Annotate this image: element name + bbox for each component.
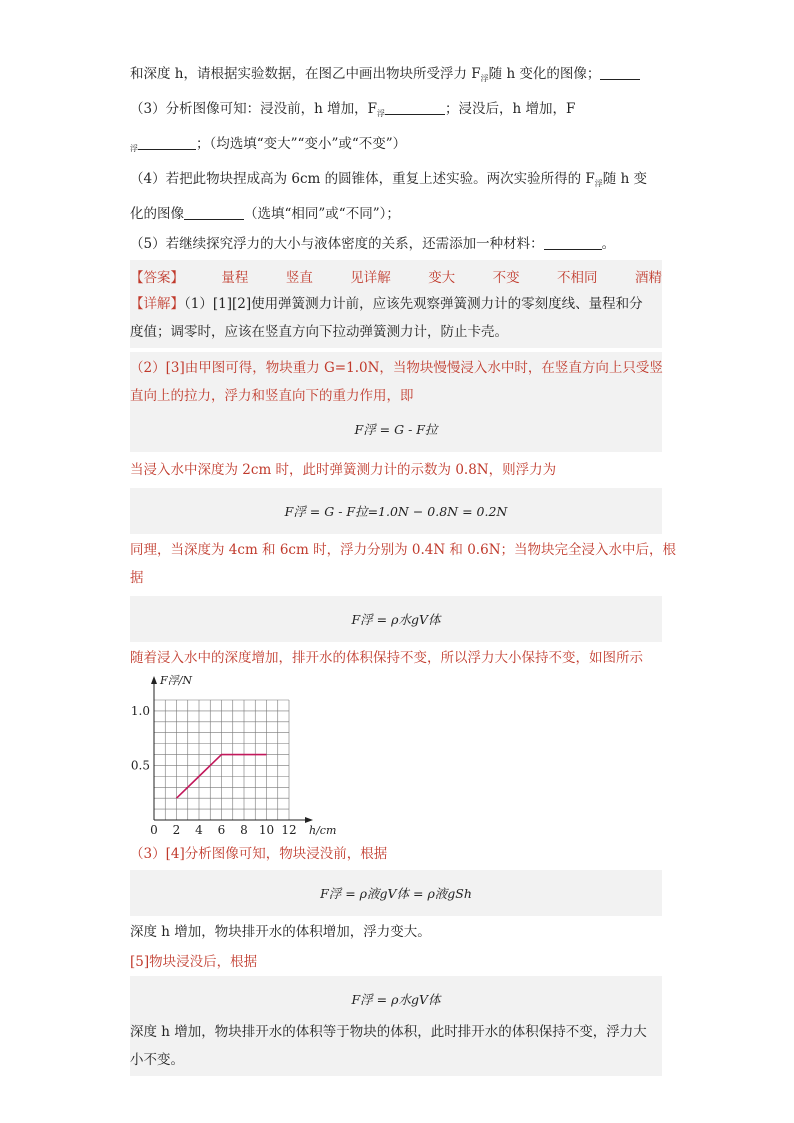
answer-blank xyxy=(184,205,244,220)
answer-blank xyxy=(385,100,445,115)
answer-item: 见详解 xyxy=(350,270,391,286)
detail-p4b: 据 xyxy=(130,570,144,586)
answer-tag: 【答案】 xyxy=(130,270,184,286)
detail-p2b: 直向上的拉力，浮力和竖直向下的重力作用，即 xyxy=(130,388,414,404)
question-line-2: （3）分析图像可知：浸没前，h 增加，$F_浮$ ；浸没后，h 增加，F xyxy=(130,101,576,118)
x-axis-arrow xyxy=(305,817,313,823)
question-line-1: 和深度 h，请根据实验数据，在图乙中画出物块所受浮力 $F_浮$随 h 变化的图像； xyxy=(130,64,662,89)
detail-section-2 xyxy=(130,352,662,452)
detail-p5: 随着浸入水中的深度增加，排开水的体积保持不变，所以浮力大小保持不变，如图所示 xyxy=(130,650,643,666)
formula-4: F浮 = ρ液gV体 = ρ液gSh xyxy=(130,870,662,916)
detail-p6: （3）[4]分析图像可知，物块浸没前，根据 xyxy=(130,846,388,862)
detail-p1b: 度值；调零时，应该在竖直方向下拉动弹簧测力计，防止卡壳。 xyxy=(130,324,508,340)
force-depth-chart xyxy=(130,672,662,842)
x-axis-label: h/cm xyxy=(309,824,337,837)
question-line-5: 化的图像 （选填“相同”或“不同”）； xyxy=(130,206,400,222)
question-line-4: （4）若把此物块捏成高为 6cm 的圆锥体，重复上述实验。两次实验所得的 $F_浮$随 h 变 xyxy=(130,171,648,188)
detail-p2a: （2）[3]由甲图可得，物块重力 G=1.0N，当物块慢慢浸入水中时，在竖直方向上只受竖 xyxy=(130,360,663,376)
answer-blank xyxy=(138,135,196,150)
answer-item: 不变 xyxy=(492,270,520,286)
x-tick-label: 10 xyxy=(258,823,275,837)
answer-section xyxy=(130,260,662,348)
answer-row xyxy=(130,260,662,292)
detail-p4a: 同理，当深度为 4cm 和 6cm 时，浮力分别为 0.4N 和 0.6N；当物块完全浸入水中后，根 xyxy=(130,542,677,558)
answer-item: 量程 xyxy=(221,270,249,286)
detail-section-end xyxy=(130,976,662,1076)
answer-blank xyxy=(544,235,602,250)
chart-svg xyxy=(130,672,360,840)
formula-5: F浮 = ρ水gV体 xyxy=(351,992,441,1007)
question-line-3: $_浮$ ；（均选填“变大”“变小”或“不变”） xyxy=(130,136,407,153)
y-tick-label: 1.0 xyxy=(130,703,150,718)
answer-item: 竖直 xyxy=(285,270,313,286)
formula-2: F浮 = G - F拉=1.0N − 0.8N = 0.2N xyxy=(130,488,662,534)
y-axis-arrow xyxy=(151,676,157,684)
x-tick-label: 6 xyxy=(217,823,226,837)
x-tick-label: 8 xyxy=(240,823,248,837)
detail-tag: 【详解】 xyxy=(130,296,184,312)
x-tick-label: 4 xyxy=(195,823,203,837)
x-tick-label: 2 xyxy=(172,823,181,837)
formula-3: F浮 = ρ水gV体 xyxy=(130,596,662,642)
answer-item: 不相同 xyxy=(557,270,598,286)
detail-p3: 当浸入水中深度为 2cm 时，此时弹簧测力计的示数为 0.8N，则浮力为 xyxy=(130,462,557,478)
detail-p7: 深度 h 增加，物块排开水的体积增加，浮力变大。 xyxy=(130,924,431,940)
question-line-6: （5）若继续探究浮力的大小与液体密度的关系，还需添加一种材料： 。 xyxy=(130,236,616,252)
page-content xyxy=(130,60,677,1076)
y-tick-label: 0.5 xyxy=(130,758,150,773)
x-tick-label: 0 xyxy=(150,823,158,837)
x-tick-label: 12 xyxy=(281,823,297,837)
formula-1: F浮 = G - F拉 xyxy=(354,422,438,437)
detail-p9a: 深度 h 增加，物块排开水的体积等于物块的体积，此时排开水的体积保持不变，浮力大 xyxy=(130,1024,647,1040)
detail-p8: [5]物块浸没后，根据 xyxy=(130,954,258,970)
answer-item: 酒精 xyxy=(634,270,662,286)
detail-p9b: 小不变。 xyxy=(130,1052,184,1068)
answer-item: 变大 xyxy=(428,270,456,286)
detail-p1: 【详解】（1）[1][2]使用弹簧测力计前，应该先观察弹簧测力计的零刻度线、量程和分 xyxy=(130,296,643,312)
y-axis-label: F浮/N xyxy=(160,674,192,687)
answer-blank xyxy=(600,65,640,80)
